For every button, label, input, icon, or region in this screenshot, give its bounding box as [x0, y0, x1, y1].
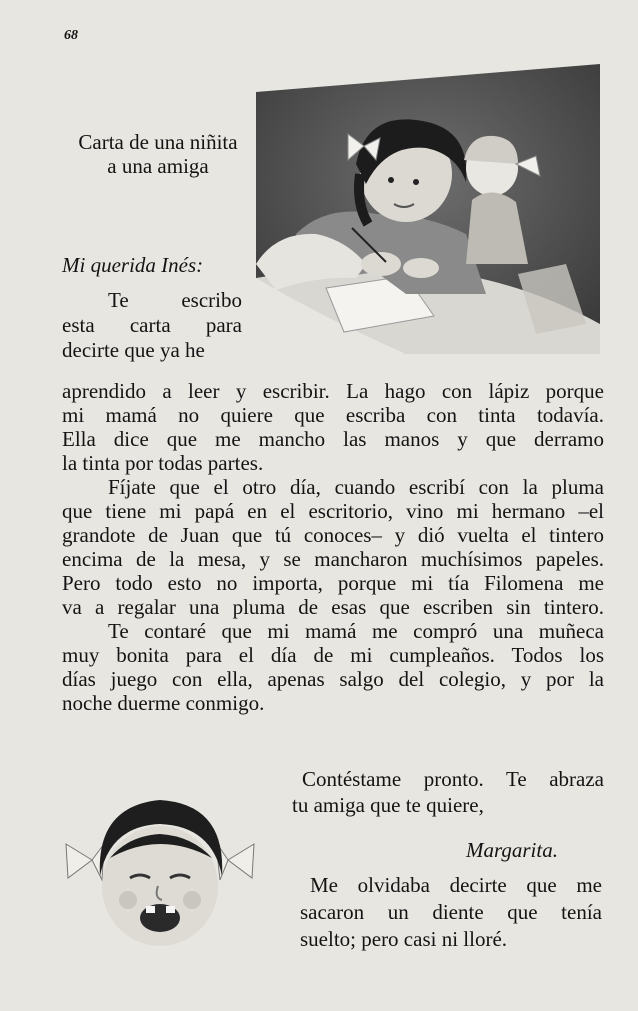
salutation: Mi querida Inés: — [62, 253, 204, 277]
closing-line: Contéstame pronto. Te abraza — [302, 767, 604, 791]
letter-line: va a regalar una pluma de esas que escriben sin tintero. — [62, 595, 604, 619]
letter-line: encima de la mesa, y se mancharon muchísimos papeles. — [62, 547, 604, 571]
page-number: 68 — [64, 28, 78, 43]
signature: Margarita. — [466, 838, 558, 862]
letter-line: noche duerme conmigo. — [62, 691, 265, 715]
girl-writing-illustration — [256, 64, 600, 354]
letter-line: decirte que ya he — [62, 338, 205, 362]
letter-line: Te contaré que mi mamá me compró una muñeca — [108, 619, 604, 643]
postscript-line: suelto; pero casi ni lloré. — [300, 927, 508, 951]
letter-line: mi mamá no quiere que escriba con tinta todavía. — [62, 403, 604, 427]
postscript — [300, 872, 602, 953]
letter-intro — [62, 288, 242, 363]
letter-line: muy bonita para el día de mi cumpleaños. Todos los — [62, 643, 604, 667]
letter-line: Te escribo — [108, 288, 242, 312]
title-line-1: Carta de una niñita — [78, 130, 238, 154]
postscript-line: Me olvidaba decirte que me — [310, 873, 602, 897]
letter-line: aprendido a leer y escribir. La hago con lápiz porque — [62, 379, 604, 403]
crying-girl-illustration — [62, 786, 258, 950]
letter-line: Ella dice que me mancho las manos y que derramo — [62, 427, 604, 451]
letter-line: días juego con ella, apenas salgo del colegio, y por la — [62, 667, 604, 691]
postscript-line: sacaron un diente que tenía — [300, 900, 602, 924]
letter-closing — [292, 766, 604, 818]
letter-body — [62, 379, 604, 715]
page-title — [56, 130, 260, 178]
letter-line: Pero todo esto no importa, porque mi tía Filomena me — [62, 571, 604, 595]
letter-line: Fíjate que el otro día, cuando escribí con la pluma — [108, 475, 604, 499]
letter-line: que tiene mi papá en el escritorio, vino mi hermano –el — [62, 499, 604, 523]
letter-line: esta carta para — [62, 313, 242, 337]
title-line-2: a una amiga — [107, 154, 209, 178]
letter-line: grandote de Juan que tú conoces– y dió vuelta el tintero — [62, 523, 604, 547]
letter-line: la tinta por todas partes. — [62, 451, 264, 475]
closing-line: tu amiga que te quiere, — [292, 793, 484, 817]
